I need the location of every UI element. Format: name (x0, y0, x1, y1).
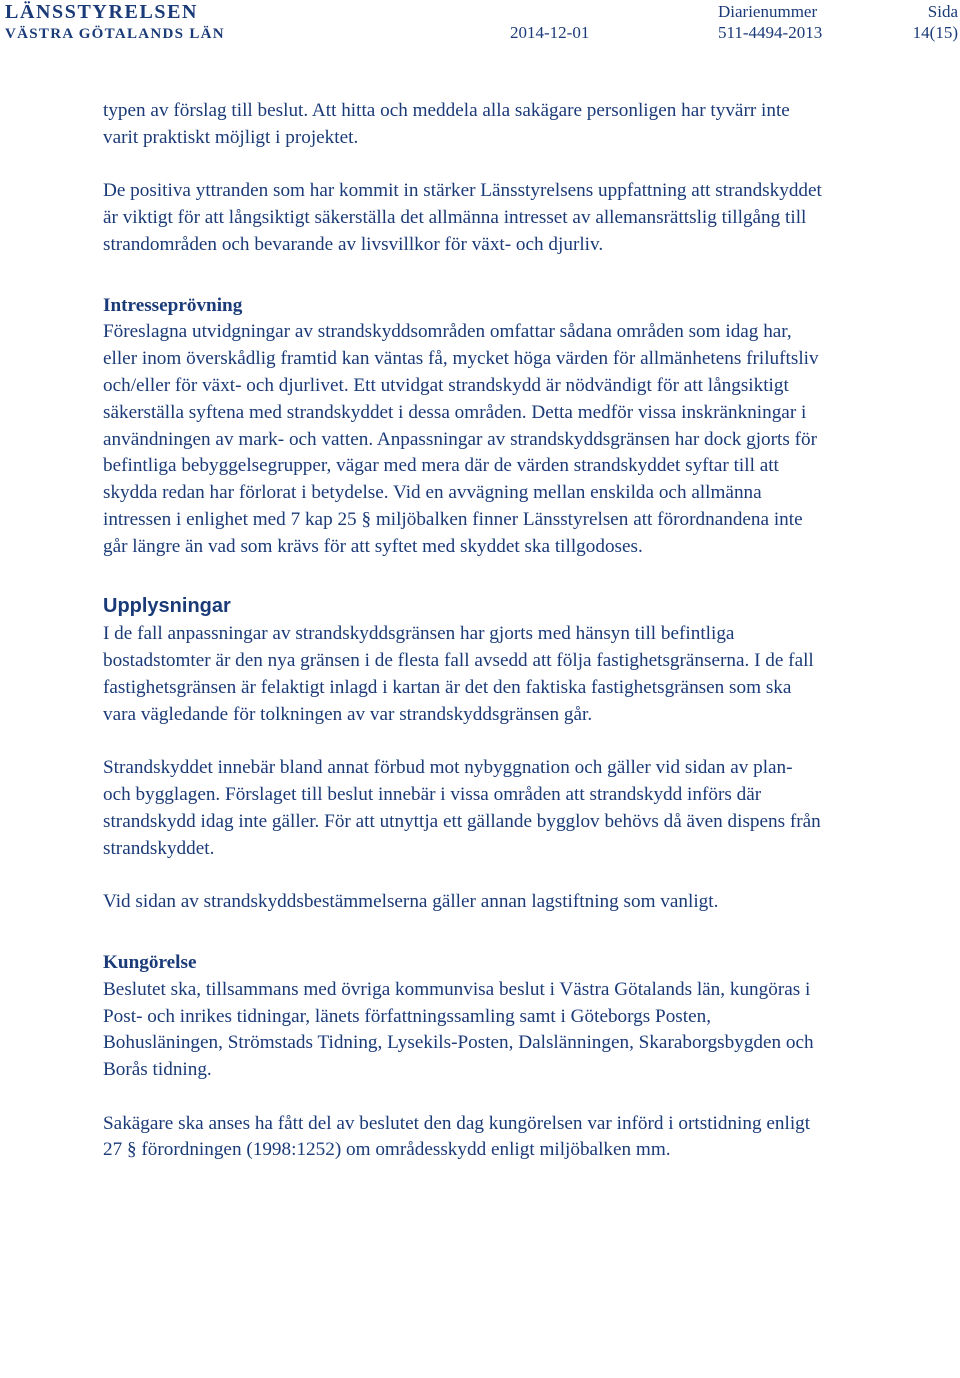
intro-paragraph: typen av förslag till beslut. Att hitta och meddela alla sakägare personligen har tyvärr inte varit praktiskt möjligt i projektet. (103, 100, 790, 148)
upplysningar-paragraph-2: Strandskyddet innebär bland annat förbud mot nybyggnation och gäller vid sidan av plan- och bygglagen. Förslaget till beslut innebär i vissa områden att strandskydd införs där strandskydd idag inte gäller. För att utnyttja ett gällande bygglov behövs då även dispens från strandskyddet. (103, 757, 821, 859)
page-number: 14(15) (912, 23, 958, 42)
paragraph-spacer (103, 1084, 823, 1111)
paragraph-spacer (103, 259, 823, 286)
upplysningar-paragraph-1: I de fall anpassningar av strandskyddsgränsen har gjorts med hänsyn till befintliga bostadstomter är den nya gränsen i de flesta fall avsedd att följa fastighetsgränserna. I de fall fastighetsgränsen är felaktigt inlagd i kartan är det den faktiska fastighetsgränsen som ska vara vägledande för tolkningen av var strandskyddsgränsen går. (103, 623, 814, 725)
logo-county-name: VÄSTRA GÖTALANDS LÄN (5, 26, 225, 42)
heading-upplysningar: Upplysningar (103, 595, 231, 618)
logo-agency-name: LÄNSSTYRELSEN (5, 1, 199, 23)
paragraph-spacer (103, 561, 823, 588)
paragraph-spacer (103, 729, 823, 756)
document-body (103, 98, 823, 1164)
paragraph-spacer (103, 916, 823, 943)
heading-kungorelse: Kungörelse (103, 951, 197, 973)
paragraph-spacer (103, 863, 823, 890)
page-label: Sida (927, 2, 958, 21)
upplysningar-paragraph-3: Vid sidan av strandskyddsbestämmelserna gäller annan lagstiftning som vanligt. (103, 891, 719, 913)
document-header (0, 0, 960, 50)
document-date: 2014-12-01 (510, 23, 590, 42)
heading-intressprovning: Intresseprövning (103, 294, 243, 316)
diarienummer-value: 511-4494-2013 (718, 23, 823, 42)
paragraph-spacer (103, 152, 823, 179)
intressprovning-paragraph: Föreslagna utvidgningar av strandskyddsområden omfattar sådana områden som idag har, eller inom överskådlig framtid kan väntas få, mycket höga värden för allmänhetens friluftsliv och/eller för växt- och djurlivet. Ett utvidgat strandskydd är nödvändigt för att långsiktigt säkerställa syftena med strandskyddet i dessa områden. Detta medför vissa inskränkningar i användningen av mark- och vatten. Anpassningar av strandskyddsgränsen har dock gjorts för befintliga bebyggelsegrupper, vägar med mera där de värden strandskyddet syftar till att skydda redan har förlorat i betydelse. Vid en avvägning mellan enskilda och allmänna intressen i enlighet med 7 kap 25 § miljöbalken finner Länsstyrelsen att förordnandena inte går längre än vad som krävs för att syftet med skyddet ska tillgodoses. (103, 321, 819, 557)
diarienummer-label: Diarienummer (718, 2, 818, 21)
kungorelse-paragraph-1: Beslutet ska, tillsammans med övriga kommunvisa beslut i Västra Götalands län, kungöras i Post- och inrikes tidningar, länets författningssamling samt i Göteborgs Posten, Bohusläningen, Strömstads Tidning, Lysekils-Posten, Dalslänningen, Skaraborgsbygden och Borås tidning. (103, 978, 814, 1081)
positive-responses-paragraph: De positiva yttranden som har kommit in stärker Länsstyrelsens uppfattning att strandskyddet är viktigt för att långsiktigt säkerställa det allmänna intresset av allemansrättslig tillgång till strandområden och bevarande av livsvillkor för växt- och djurliv. (103, 180, 822, 255)
agency-logo (5, 1, 235, 45)
kungorelse-paragraph-2: Sakägare ska anses ha fått del av beslutet den dag kungörelsen var införd i ortstidning enligt 27 § förordningen (1998:1252) om områdesskydd enligt miljöbalken mm. (103, 1112, 811, 1161)
